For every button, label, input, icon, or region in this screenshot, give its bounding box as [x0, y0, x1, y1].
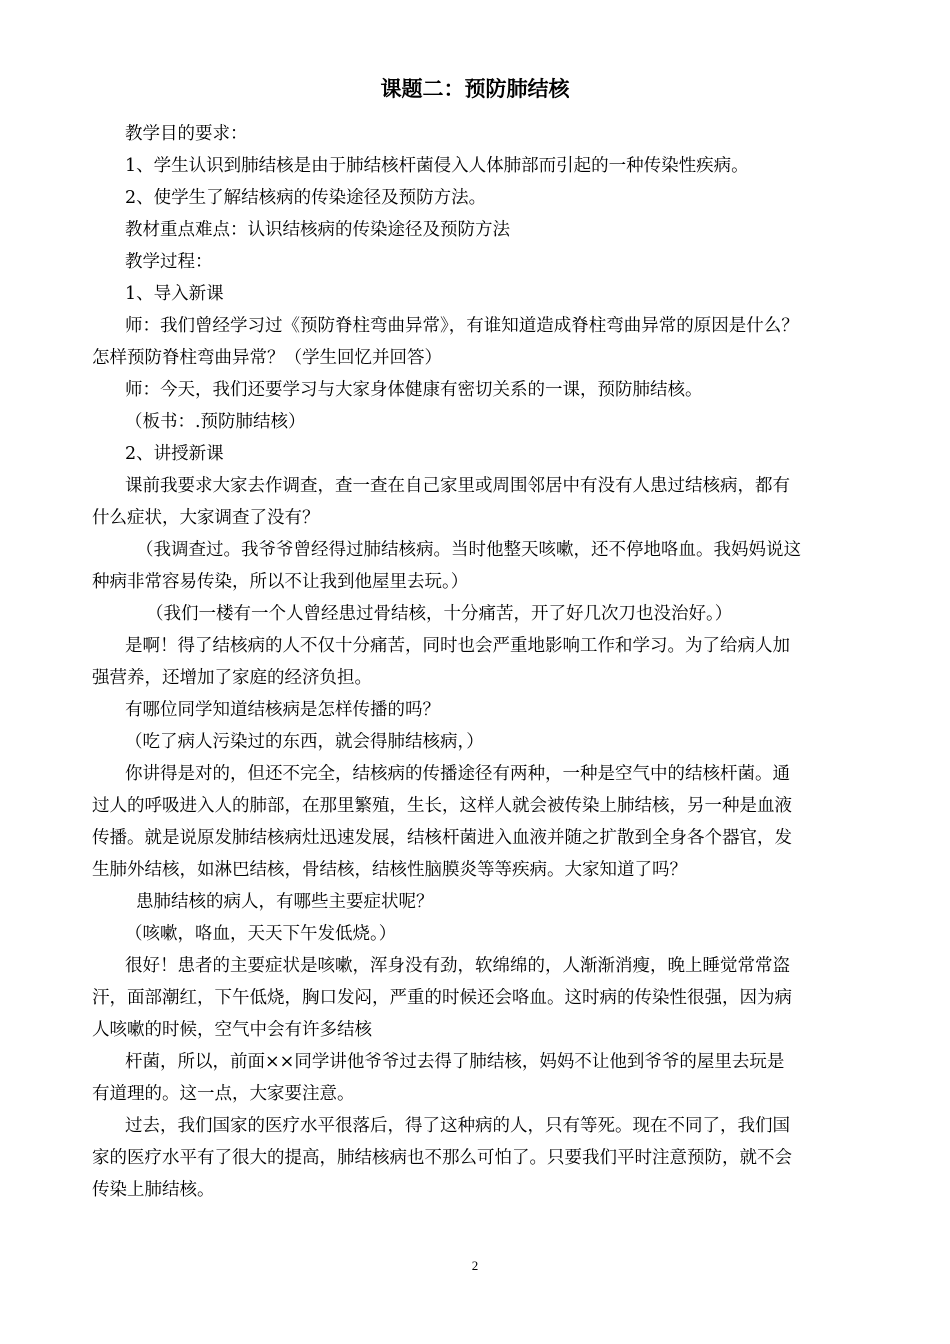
paragraph-line: 过去，我们国家的医疗水平很落后，得了这种病的人，只有等死。现在不同了，我们国: [125, 1116, 790, 1136]
paragraph-line: （咳嗽，咯血，天天下午发低烧。）: [125, 924, 397, 944]
paragraph-line: 患肺结核的病人，有哪些主要症状呢？: [136, 892, 434, 912]
page-number: 2: [471, 1258, 479, 1273]
paragraph-line: 你讲得是对的，但还不完全，结核病的传播途径有两种，一种是空气中的结核杆菌。通: [125, 764, 790, 784]
paragraph-line: 课前我要求大家去作调查，查一查在自己家里或周围邻居中有没有人患过结核病，都有: [125, 476, 790, 496]
paragraph-line: 传染上肺结核。: [92, 1180, 215, 1200]
paragraph-line: 传播。就是说原发肺结核病灶迅速发展，结核杆菌进入血液并随之扩散到全身各个器官，发: [92, 828, 792, 848]
paragraph-line: 生肺外结核，如淋巴结核，骨结核，结核性脑膜炎等等疾病。大家知道了吗？: [92, 860, 687, 880]
paragraph-line: （板书：.预防肺结核）: [125, 412, 306, 432]
paragraph-line: 家的医疗水平有了很大的提高，肺结核病也不那么可怕了。只要我们平时注意预防，就不会: [92, 1148, 792, 1168]
paragraph-line: 很好！患者的主要症状是咳嗽，浑身没有劲，软绵绵的，人渐渐消瘦，晚上睡觉常常盗: [125, 956, 790, 976]
paragraph-line: 汗，面部潮红，下午低烧，胸口发闷，严重的时候还会咯血。这时病的传染性很强，因为病: [92, 988, 792, 1008]
paragraph-line: 教学目的要求：: [125, 124, 248, 144]
paragraph-line: 有哪位同学知道结核病是怎样传播的吗？: [125, 700, 440, 720]
paragraph-line: 什么症状，大家调查了没有？: [92, 508, 320, 528]
paragraph-line: 杆菌，所以，前面××同学讲他爷爷过去得了肺结核，妈妈不让他到爷爷的屋里去玩是: [125, 1052, 785, 1072]
paragraph-line: 1、学生认识到肺结核是由于肺结核杆菌侵入人体肺部而引起的一种传染性疾病。: [125, 156, 749, 176]
paragraph-line: 种病非常容易传染，所以不让我到他屋里去玩。）: [92, 572, 469, 592]
paragraph-line: 怎样预防脊柱弯曲异常？（学生回忆并回答）: [92, 348, 442, 368]
paragraph-line: 教材重点难点：认识结核病的传染途径及预防方法: [125, 220, 510, 240]
paragraph-line: （吃了病人污染过的东西，就会得肺结核病，）: [125, 732, 484, 752]
paragraph-line: （我们一楼有一个人曾经患过骨结核，十分痛苦，开了好几次刀也没治好。）: [146, 604, 733, 624]
paragraph-line: （我调查过。我爷爷曾经得过肺结核病。当时他整天咳嗽，还不停地咯血。我妈妈说这: [136, 540, 801, 560]
paragraph-line: 是啊！得了结核病的人不仅十分痛苦，同时也会严重地影响工作和学习。为了给病人加: [125, 636, 790, 656]
paragraph-line: 2、讲授新课: [125, 444, 224, 464]
page-title: 课题二：预防肺结核: [380, 77, 570, 101]
paragraph-line: 有道理的。这一点，大家要注意。: [92, 1084, 355, 1104]
document-body: [92, 118, 862, 1206]
paragraph-line: 过人的呼吸进入人的肺部，在那里繁殖，生长，这样人就会被传染上肺结核，另一种是血液: [92, 796, 792, 816]
paragraph-line: 人咳嗽的时候，空气中会有许多结核: [92, 1020, 372, 1040]
paragraph-line: 1、导入新课: [125, 284, 224, 304]
paragraph-line: 师：今天，我们还要学习与大家身体健康有密切关系的一课，预防肺结核。: [125, 380, 703, 400]
paragraph-line: 师：我们曾经学习过《预防脊柱弯曲异常》，有谁知道造成脊柱弯曲异常的原因是什么？: [125, 316, 799, 336]
paragraph-line: 2、使学生了解结核病的传染途径及预防方法。: [125, 188, 487, 208]
paragraph-line: 强营养，还增加了家庭的经济负担。: [92, 668, 372, 688]
paragraph-line: 教学过程：: [125, 252, 213, 272]
